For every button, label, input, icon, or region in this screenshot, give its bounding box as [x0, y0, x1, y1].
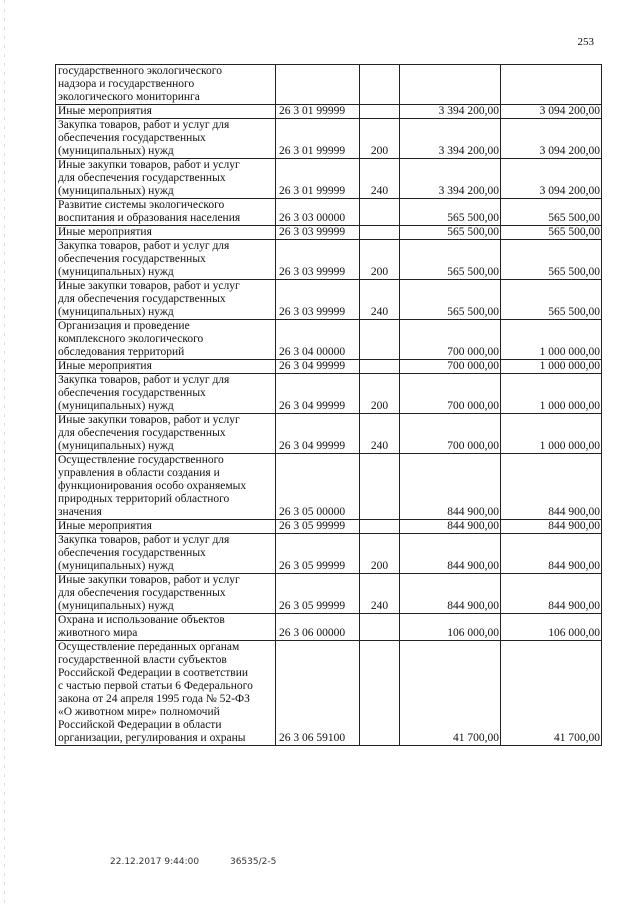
row-amount-year2-cell: 1 000 000,00	[501, 374, 602, 414]
row-code-cell: 26 3 03 99999	[276, 280, 360, 320]
row-amount-year1-cell: 41 700,00	[400, 641, 501, 746]
row-expense-type-cell	[360, 454, 400, 520]
row-amount-year2-cell: 565 500,00	[501, 226, 602, 240]
row-code-cell: 26 3 03 00000	[276, 199, 360, 226]
row-amount-year2-cell: 565 500,00	[501, 240, 602, 280]
row-code-cell: 26 3 03 99999	[276, 240, 360, 280]
row-amount-year1-cell: 3 394 200,00	[400, 159, 501, 199]
row-name-cell: Иные мероприятия	[56, 360, 276, 374]
table-row	[56, 534, 602, 574]
row-amount-year2-cell: 844 900,00	[501, 520, 602, 534]
table-row	[56, 360, 602, 374]
row-amount-year1-cell: 844 900,00	[400, 454, 501, 520]
print-footer	[110, 857, 304, 867]
row-amount-year1-cell: 3 394 200,00	[400, 119, 501, 159]
row-amount-year2-cell: 3 094 200,00	[501, 105, 602, 119]
row-name-cell: Закупка товаров, работ и услуг для обеспечения государственных (муниципальных) нужд	[56, 119, 276, 159]
table-row	[56, 199, 602, 226]
row-expense-type-cell: 240	[360, 414, 400, 454]
row-amount-year2-cell: 3 094 200,00	[501, 159, 602, 199]
row-code-cell: 26 3 06 00000	[276, 614, 360, 641]
row-name-cell: Закупка товаров, работ и услуг для обеспечения государственных (муниципальных) нужд	[56, 240, 276, 280]
row-expense-type-cell	[360, 641, 400, 746]
row-amount-year2-cell: 1 000 000,00	[501, 360, 602, 374]
row-expense-type-cell: 240	[360, 574, 400, 614]
row-name-cell: Закупка товаров, работ и услуг для обеспечения государственных (муниципальных) нужд	[56, 374, 276, 414]
scan-edge-artifact	[4, 0, 5, 905]
page-number: 253	[577, 36, 594, 48]
row-expense-type-cell: 200	[360, 119, 400, 159]
row-code-cell: 26 3 05 99999	[276, 574, 360, 614]
row-amount-year1-cell: 844 900,00	[400, 520, 501, 534]
table-row	[56, 614, 602, 641]
row-code-cell: 26 3 01 99999	[276, 159, 360, 199]
row-code-cell: 26 3 01 99999	[276, 105, 360, 119]
row-amount-year2-cell: 844 900,00	[501, 574, 602, 614]
row-amount-year2-cell: 1 000 000,00	[501, 320, 602, 360]
row-name-cell: Осуществление переданных органам государственной власти субъектов Российской Федерации в соответствии с частью первой статьи 6 Федерального закона от 24 апреля 1995 года № 52-ФЗ «О животном мире» полномочий Российской Федерации в области организации, регулирования и охраны	[56, 641, 276, 746]
row-amount-year1-cell: 565 500,00	[400, 199, 501, 226]
document-id: 36535/2-5	[229, 857, 277, 867]
row-name-cell: Иные закупки товаров, работ и услуг для обеспечения государственных (муниципальных) нужд	[56, 414, 276, 454]
table-row	[56, 320, 602, 360]
table-row	[56, 280, 602, 320]
row-code-cell: 26 3 05 99999	[276, 520, 360, 534]
table-row	[56, 374, 602, 414]
print-timestamp: 22.12.2017 9:44:00	[110, 857, 200, 867]
row-amount-year2-cell	[501, 65, 602, 105]
row-amount-year1-cell: 700 000,00	[400, 360, 501, 374]
row-amount-year1-cell: 700 000,00	[400, 374, 501, 414]
row-name-cell: Иные мероприятия	[56, 105, 276, 119]
row-amount-year2-cell: 844 900,00	[501, 534, 602, 574]
table-row	[56, 240, 602, 280]
row-name-cell: государственного экологического надзора и государственного экологического мониторинга	[56, 65, 276, 105]
row-amount-year2-cell: 3 094 200,00	[501, 119, 602, 159]
row-expense-type-cell	[360, 320, 400, 360]
row-code-cell: 26 3 06 59100	[276, 641, 360, 746]
row-name-cell: Осуществление государственного управления в области создания и функционирования особо охраняемых природных территорий областного значения	[56, 454, 276, 520]
row-code-cell: 26 3 05 00000	[276, 454, 360, 520]
row-amount-year1-cell: 106 000,00	[400, 614, 501, 641]
row-code-cell: 26 3 04 99999	[276, 414, 360, 454]
row-expense-type-cell	[360, 614, 400, 641]
row-name-cell: Развитие системы экологического воспитания и образования населения	[56, 199, 276, 226]
row-amount-year1-cell: 3 394 200,00	[400, 105, 501, 119]
table-row	[56, 414, 602, 454]
row-amount-year2-cell: 1 000 000,00	[501, 414, 602, 454]
table-row	[56, 520, 602, 534]
row-amount-year1-cell	[400, 65, 501, 105]
budget-table	[55, 64, 602, 746]
table-row	[56, 119, 602, 159]
row-code-cell: 26 3 05 99999	[276, 534, 360, 574]
row-name-cell: Закупка товаров, работ и услуг для обеспечения государственных (муниципальных) нужд	[56, 534, 276, 574]
row-expense-type-cell	[360, 226, 400, 240]
row-expense-type-cell	[360, 105, 400, 119]
table-row	[56, 641, 602, 746]
row-amount-year1-cell: 565 500,00	[400, 226, 501, 240]
row-expense-type-cell: 240	[360, 159, 400, 199]
row-expense-type-cell: 200	[360, 374, 400, 414]
row-expense-type-cell: 200	[360, 240, 400, 280]
row-amount-year1-cell: 565 500,00	[400, 240, 501, 280]
row-name-cell: Иные закупки товаров, работ и услуг для обеспечения государственных (муниципальных) нужд	[56, 280, 276, 320]
table-row	[56, 454, 602, 520]
table-row	[56, 159, 602, 199]
row-expense-type-cell	[360, 65, 400, 105]
row-name-cell: Охрана и использование объектов животного мира	[56, 614, 276, 641]
row-name-cell: Организация и проведение комплексного экологического обследования территорий	[56, 320, 276, 360]
row-amount-year1-cell: 700 000,00	[400, 320, 501, 360]
row-code-cell: 26 3 04 99999	[276, 360, 360, 374]
row-amount-year2-cell: 106 000,00	[501, 614, 602, 641]
budget-table-body	[56, 65, 602, 746]
table-row	[56, 105, 602, 119]
row-expense-type-cell	[360, 520, 400, 534]
row-code-cell	[276, 65, 360, 105]
row-amount-year1-cell: 844 900,00	[400, 534, 501, 574]
row-expense-type-cell	[360, 199, 400, 226]
row-amount-year2-cell: 565 500,00	[501, 280, 602, 320]
row-code-cell: 26 3 03 99999	[276, 226, 360, 240]
row-amount-year2-cell: 41 700,00	[501, 641, 602, 746]
row-code-cell: 26 3 01 99999	[276, 119, 360, 159]
row-amount-year1-cell: 565 500,00	[400, 280, 501, 320]
row-name-cell: Иные мероприятия	[56, 226, 276, 240]
row-expense-type-cell	[360, 360, 400, 374]
row-amount-year2-cell: 844 900,00	[501, 454, 602, 520]
row-code-cell: 26 3 04 00000	[276, 320, 360, 360]
row-expense-type-cell: 200	[360, 534, 400, 574]
row-amount-year2-cell: 565 500,00	[501, 199, 602, 226]
table-row	[56, 226, 602, 240]
row-amount-year1-cell: 700 000,00	[400, 414, 501, 454]
row-amount-year1-cell: 844 900,00	[400, 574, 501, 614]
table-row	[56, 574, 602, 614]
row-name-cell: Иные закупки товаров, работ и услуг для обеспечения государственных (муниципальных) нужд	[56, 159, 276, 199]
row-name-cell: Иные закупки товаров, работ и услуг для обеспечения государственных (муниципальных) нужд	[56, 574, 276, 614]
row-code-cell: 26 3 04 99999	[276, 374, 360, 414]
table-row	[56, 65, 602, 105]
row-name-cell: Иные мероприятия	[56, 520, 276, 534]
row-expense-type-cell: 240	[360, 280, 400, 320]
